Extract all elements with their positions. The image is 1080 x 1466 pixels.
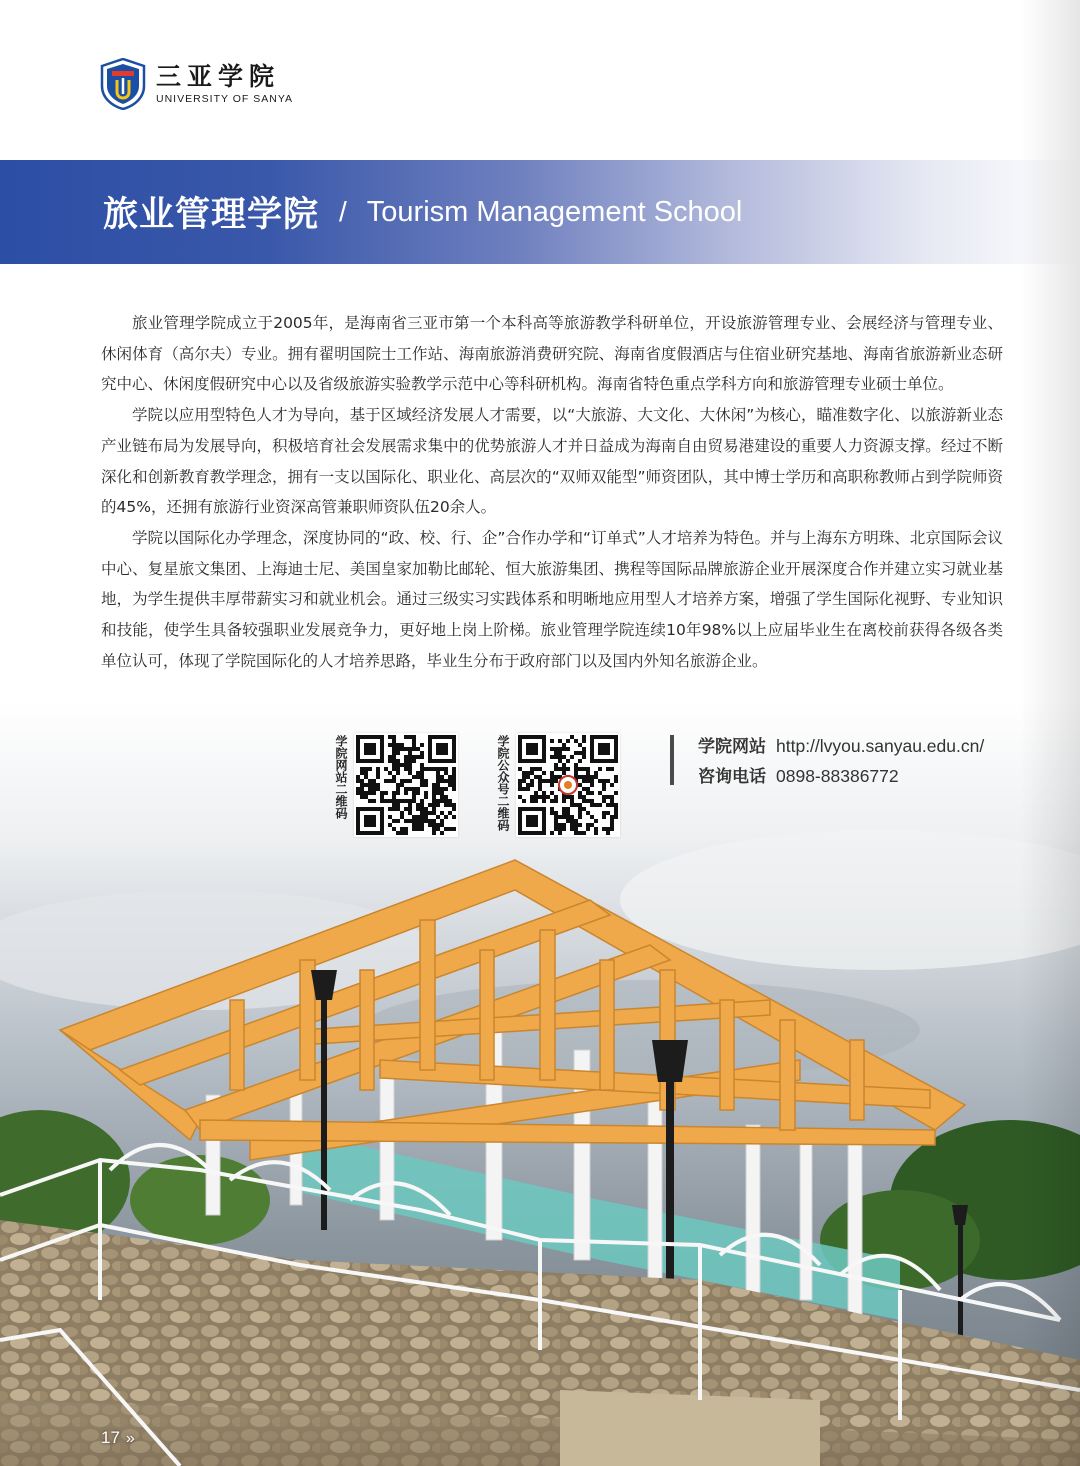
contact-info (670, 731, 984, 791)
website-link[interactable]: http://lvyou.sanyau.edu.cn/ (776, 736, 985, 756)
university-seal-icon (100, 58, 146, 110)
university-logo (100, 58, 293, 110)
school-title-cn: 旅业管理学院 (103, 195, 320, 235)
title-separator: / (339, 196, 347, 227)
paragraph-1: 旅业管理学院成立于2005年，是海南省三亚市第一个本科高等旅游教学科研单位，开设旅游管理专业、会展经济与管理专业、休闲体育（高尔夫）专业。拥有翟明国院士工作站、海南旅游消费研究院、海南省度假酒店与住宿业研究基地、海南省旅游新业态研究中心、休闲度假研究中心以及省级旅游实验教学示范中心等科研机构。海南省特色重点学科方向和旅游管理专业硕士单位。 (101, 314, 1003, 394)
logo-name-en: UNIVERSITY OF SANYA (156, 93, 294, 105)
qr-code-icon (516, 733, 620, 837)
wechat-qr-label: 学院公众号二维码 (496, 735, 510, 831)
wechat-qr-group (496, 733, 620, 837)
website-qr-group (334, 733, 458, 837)
contact-accent-bar (670, 735, 674, 785)
paragraph-3: 学院以国际化办学理念，深度协同的“政、校、行、企”合作办学和“订单式”人才培养为特色。并与上海东方明珠、北京国际会议中心、复星旅文集团、上海迪士尼、美国皇家加勒比邮轮、恒大旅游集团、携程等国际品牌旅游企业开展深度合作并建立实习就业基地，为学生提供丰厚带薪实习和就业机会。通过三级实习实践体系和明晰地应用型人才培养方案，增强了学生国际化视野、专业知识和技能，使学生具备较强职业发展竞争力，更好地上岗上阶梯。旅业管理学院连续10年98%以上应届毕业生在离校前获得各级各类单位认可，体现了学院国际化的人才培养思路，毕业生分布于政府部门以及国内外知名旅游企业。 (101, 528, 1003, 670)
logo-name-cn: 三亚学院 (156, 62, 281, 91)
phone-row (698, 761, 984, 791)
website-qr-code[interactable] (354, 733, 458, 837)
phone-label: 咨询电话 (698, 767, 766, 787)
website-qr-label: 学院网站二维码 (334, 735, 348, 819)
school-title-en: Tourism Management School (366, 195, 743, 228)
qr-code-icon (354, 733, 458, 837)
paragraph-2: 学院以应用型特色人才为导向，基于区域经济发展人才需要，以“大旅游、大文化、大休闲”为核心，瞄准数字化、以旅游新业态产业链布局为发展导向，积极培育社会发展需求集中的优势旅游人才并日益成为海南自由贸易港建设的重要人力资源支撑。经过不断深化和创新教育教学理念，拥有一支以国际化、职业化、高层次的“双师双能型”师资团队，其中博士学历和高职称教师占到学院师资的45%，还拥有旅游行业资深高管兼职师资队伍20余人。 (101, 406, 1003, 517)
website-label: 学院网站 (698, 737, 766, 757)
page-number (101, 1428, 131, 1448)
chevron-right-icon: » (125, 1430, 131, 1447)
phone-number[interactable]: 0898-88386772 (776, 766, 899, 786)
website-row (698, 731, 984, 761)
introduction-text (101, 308, 1003, 676)
page-number-text: 17 (101, 1428, 120, 1447)
wechat-qr-code[interactable] (516, 733, 620, 837)
title-banner (0, 160, 1080, 264)
